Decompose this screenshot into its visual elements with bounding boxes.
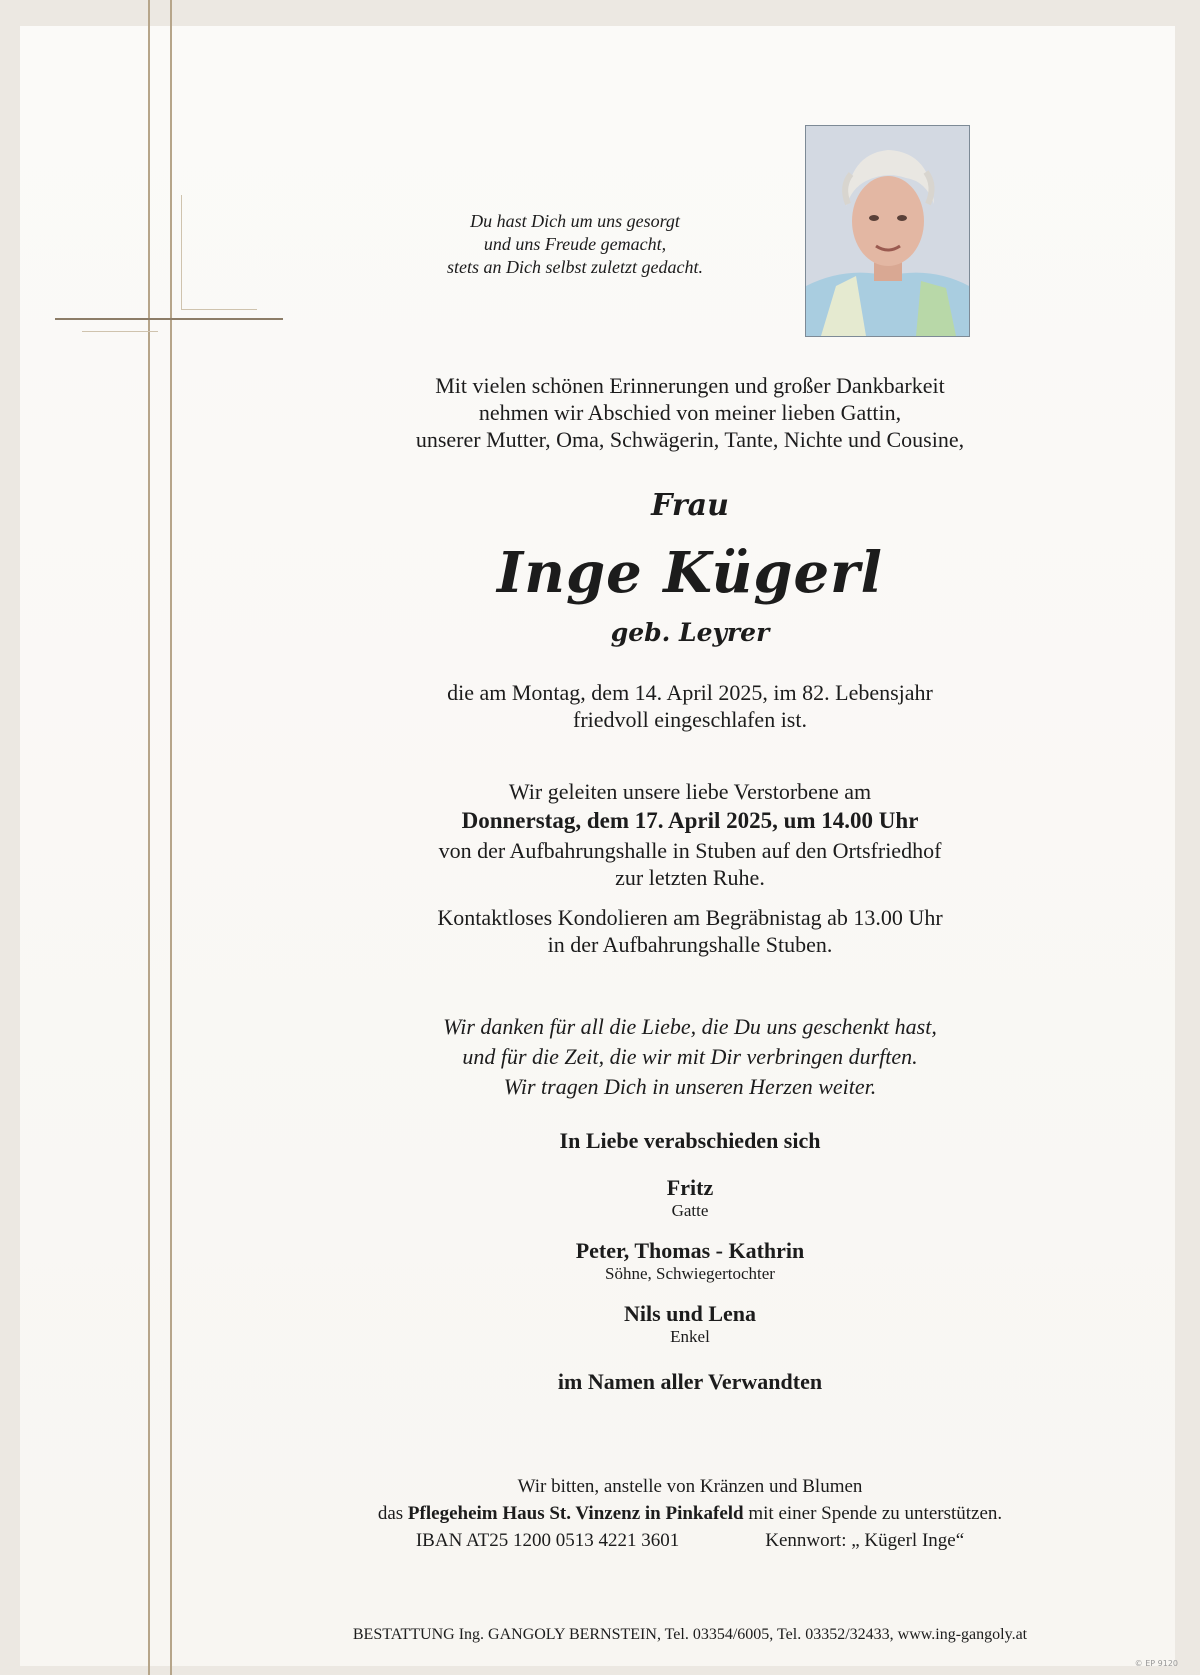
print-code: © EP 9120 — [1134, 1659, 1178, 1668]
family-member-role: Gatte — [671, 1201, 709, 1220]
condolence-info: Kontaktloses Kondolieren am Begräbnistag ab 13.00 Uhr in der Aufbahrungshalle Stuben. — [437, 905, 943, 957]
cross-accent-line-right — [181, 309, 257, 310]
family-member-role: Enkel — [670, 1327, 710, 1346]
family-member-name: Peter, Thomas - Kathrin — [575, 1238, 805, 1263]
portrait-photo — [805, 125, 970, 337]
family-member-role: Söhne, Schwiegertochter — [605, 1264, 775, 1283]
farewell-heading: In Liebe verabschieden sich — [559, 1128, 821, 1153]
portrait-illustration — [806, 126, 969, 336]
maiden-name: geb. Leyrer — [610, 618, 770, 647]
cross-vertical-line-inner — [170, 0, 172, 1675]
poem: Du hast Dich um uns gesorgt und uns Freude gemacht, stets an Dich selbst zuletzt gedacht. — [447, 211, 703, 277]
cross-horizontal-line — [55, 318, 283, 320]
intro-text: Mit vielen schönen Erinnerungen und großer Dankbarkeit nehmen wir Abschied von meiner lieben Gattin, unserer Mutter, Oma, Schwägerin, Tante, Nichte und Cousine, — [415, 373, 965, 452]
deceased-name: Inge Kügerl — [497, 540, 883, 606]
funeral-home-footer: BESTATTUNG Ing. GANGOLY BERNSTEIN, Tel. 03354/6005, Tel. 03352/32433, www.ing-gangoly.at — [352, 1626, 1028, 1643]
donation-recipient: Pflegeheim Haus St. Vinzenz in Pinkafeld — [407, 1503, 744, 1524]
donation-request: Wir bitten, anstelle von Kränzen und Blumen das Pflegeheim Haus St. Vinzenz in Pinkafeld mit einer Spende zu unterstützen. IBAN AT25 1200 0513 4221 3601 Kennwort: „ Kügerl Inge“ — [310, 1473, 1070, 1554]
cross-vertical-line — [148, 0, 150, 1675]
funeral-info: Wir geleiten unsere liebe Verstorbene am Donnerstag, dem 17. April 2025, um 14.00 Uhr von der Aufbahrungshalle in Stuben auf den Ortsfriedhof zur letzten Ruhe. — [340, 778, 1040, 891]
relatives-line: im Namen aller Verwandten — [557, 1369, 823, 1394]
iban: IBAN AT25 1200 0513 4221 3601 — [415, 1530, 680, 1551]
family-member-name: Nils und Lena — [623, 1301, 757, 1326]
cross-accent-line — [181, 195, 182, 310]
family-list — [340, 1175, 1040, 1364]
family-member-name: Fritz — [666, 1175, 714, 1200]
cross-accent-line-left — [82, 331, 158, 332]
death-notice: die am Montag, dem 14. April 2025, im 82. Lebensjahr friedvoll eingeschlafen ist. — [447, 680, 933, 732]
funeral-date: Donnerstag, dem 17. April 2025, um 14.00 Uhr — [461, 808, 919, 833]
thanks-verse: Wir danken für all die Liebe, die Du uns geschenkt hast, und für die Zeit, die wir mit Dir verbringen durften. Wir tragen Dich in unseren Herzen weiter. — [443, 1014, 937, 1099]
donation-keyword: Kennwort: „ Kügerl Inge“ — [765, 1530, 965, 1551]
salutation: Frau — [651, 488, 729, 523]
